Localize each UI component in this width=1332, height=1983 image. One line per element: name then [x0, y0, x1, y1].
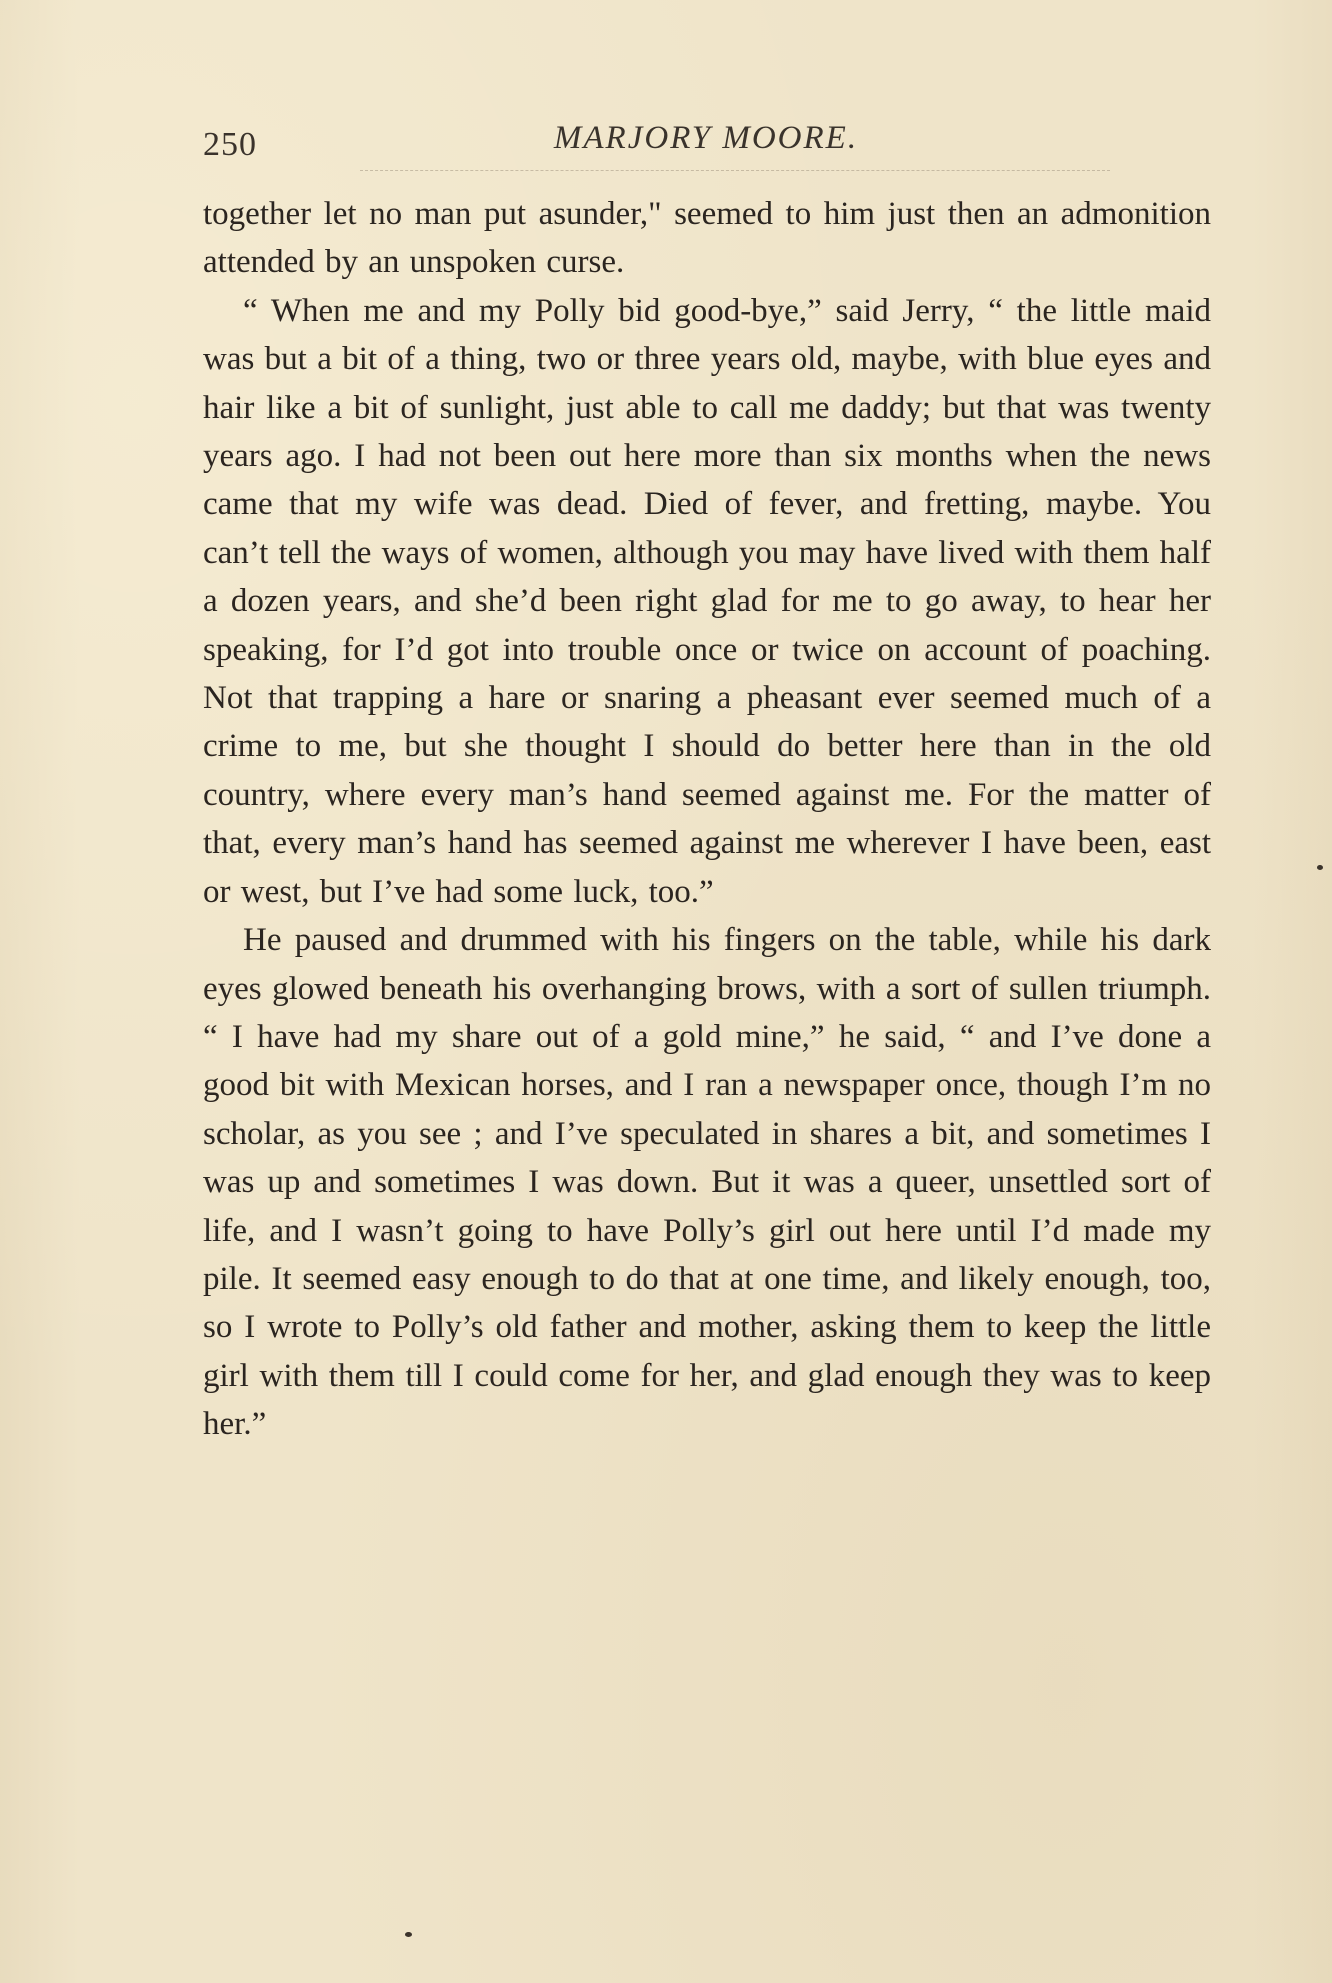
paragraph-gold-mine: He paused and drummed with his fingers on the table, while his dark eyes glowed beneath his overhanging brows, with a sort of sullen triumph. “ I have had my share out of a gold mine,” he said, “ and I’ve done a good bit with Mexican horses, and I ran a newspaper once, though I’m no scholar, as you see ; and I’ve speculated in shares a bit, and sometimes I was up and sometimes I was down. But it was a queer, unsettled sort of life, and I wasn’t going to have Polly’s girl out here until I’d made my pile. It seemed easy enough to do that at one time, and likely enough, too, so I wrote to Polly’s old father and mother, asking them to keep the little girl with them till I could come for her, and glad enough they was to keep her.” [203, 922, 1211, 1443]
ink-speck [405, 1932, 412, 1937]
page-number: 250 [203, 126, 257, 163]
running-title: MARJORY MOORE. [553, 120, 859, 156]
body-text [203, 190, 1211, 1449]
paragraph-jerry-speech: “ When me and my Polly bid good-bye,” said Jerry, “ the little maid was but a bit of a thing, two or three years old, maybe, with blue eyes and hair like a bit of sunlight, just able to call me daddy; but that was twenty years ago. I had not been out here more than six months when the news came that my wife was dead. Died of fever, and fretting, maybe. You can’t tell the ways of women, although you may have lived with them half a dozen years, and she’d been right glad for me to go away, to hear her speaking, for I’d got into trouble once or twice on account of poaching. Not that trapping a hare or snaring a pheasant ever seemed much of a crime to me, but she thought I should do better here than in the old country, where every man’s hand seemed against me. For the matter of that, every man’s hand has seemed against me wherever I have been, east or west, but I’ve had some luck, too.” [203, 292, 1211, 910]
paragraph-continuation: together let no man put asunder," seemed to him just then an admonition attended by an unspoken curse. [203, 196, 1211, 281]
running-head [203, 118, 1209, 168]
header-rule [360, 170, 1110, 171]
ink-speck [1317, 865, 1323, 870]
